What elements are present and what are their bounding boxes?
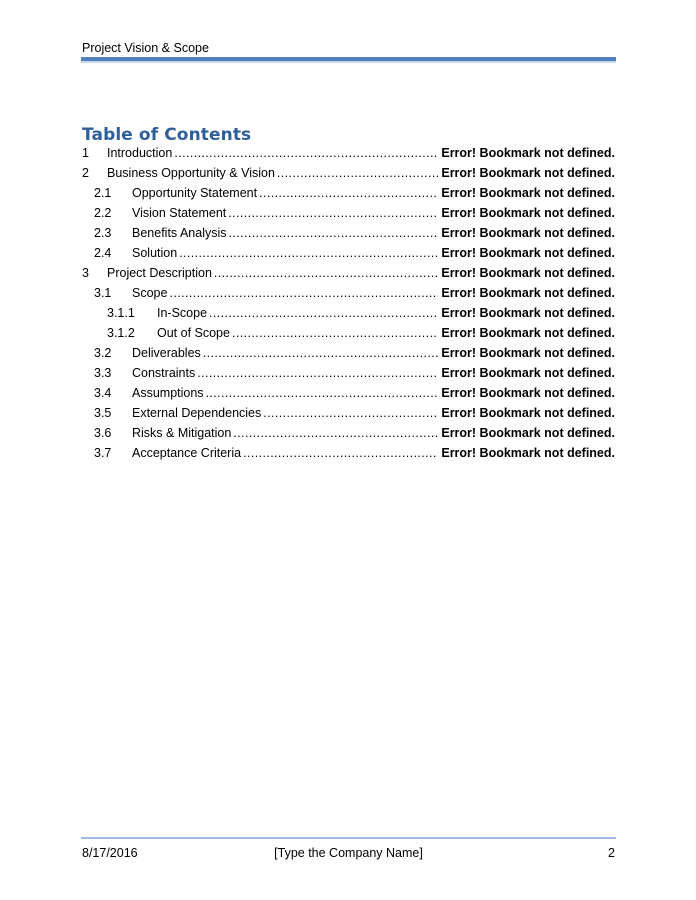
toc-entry[interactable] <box>82 425 615 445</box>
toc-entry[interactable] <box>82 265 615 285</box>
toc-entry-label: Opportunity Statement <box>132 186 258 200</box>
toc-entry-label: Project Description <box>107 266 212 280</box>
toc-entry-number: 2 <box>82 166 89 180</box>
toc-entry-page: Error! Bookmark not defined. <box>441 346 615 360</box>
toc-leader-dots <box>277 165 438 181</box>
toc-leader-dots <box>174 145 438 161</box>
toc-entry-label: Out of Scope <box>157 326 230 340</box>
toc-entry-number: 3.1.2 <box>107 326 135 340</box>
toc-entry[interactable] <box>82 305 615 325</box>
toc-entry-label: Acceptance Criteria <box>132 446 242 460</box>
toc-entry[interactable] <box>82 245 615 265</box>
footer-company-name[interactable]: [Type the Company Name] <box>274 846 423 860</box>
toc-entry-number: 3 <box>82 266 89 280</box>
toc-entry-page: Error! Bookmark not defined. <box>441 386 615 400</box>
toc-entry-number: 2.2 <box>94 206 112 220</box>
toc-entry-page: Error! Bookmark not defined. <box>441 186 615 200</box>
toc-entry-page: Error! Bookmark not defined. <box>441 246 615 260</box>
toc-entry[interactable] <box>82 385 615 405</box>
toc-entry-label: Scope <box>132 286 168 300</box>
toc-entry-number: 3.1 <box>94 286 112 300</box>
toc-entry-number: 3.4 <box>94 386 112 400</box>
toc-entry[interactable] <box>82 165 615 185</box>
toc-entry-number: 3.7 <box>94 446 112 460</box>
toc-entry-page: Error! Bookmark not defined. <box>441 286 615 300</box>
footer-rule <box>81 837 616 839</box>
toc-leader-dots <box>259 185 438 201</box>
footer-date: 8/17/2016 <box>82 846 138 860</box>
toc-entry-number: 2.3 <box>94 226 112 240</box>
toc-entry-number: 3.1.1 <box>107 306 135 320</box>
toc-leader-dots <box>169 285 438 301</box>
toc-entry-page: Error! Bookmark not defined. <box>441 206 615 220</box>
toc-entry-page: Error! Bookmark not defined. <box>441 306 615 320</box>
toc-entry-label: In-Scope <box>157 306 208 320</box>
toc-leader-dots <box>214 265 438 281</box>
header-rule-shadow <box>81 61 616 63</box>
toc-entry[interactable] <box>82 405 615 425</box>
toc-leader-dots <box>233 425 438 441</box>
toc-entry[interactable] <box>82 325 615 345</box>
toc-entry-page: Error! Bookmark not defined. <box>441 326 615 340</box>
toc-leader-dots <box>203 345 439 361</box>
toc-entry-label: Assumptions <box>132 386 204 400</box>
toc-entry-page: Error! Bookmark not defined. <box>441 406 615 420</box>
toc-leader-dots <box>206 385 439 401</box>
toc-leader-dots <box>209 305 438 321</box>
toc-leader-dots <box>197 365 438 381</box>
toc-entry-label: Introduction <box>107 146 173 160</box>
toc-entry-page: Error! Bookmark not defined. <box>441 426 615 440</box>
table-of-contents <box>82 145 615 465</box>
toc-entry[interactable] <box>82 145 615 165</box>
toc-entry[interactable] <box>82 285 615 305</box>
toc-leader-dots <box>232 325 438 341</box>
toc-leader-dots <box>229 225 439 241</box>
page-footer <box>82 846 615 860</box>
toc-entry[interactable] <box>82 205 615 225</box>
toc-entry-page: Error! Bookmark not defined. <box>441 166 615 180</box>
footer-page-number: 2 <box>608 846 615 860</box>
toc-entry-page: Error! Bookmark not defined. <box>441 226 615 240</box>
toc-entry[interactable] <box>82 225 615 245</box>
toc-entry-label: Risks & Mitigation <box>132 426 232 440</box>
toc-entry[interactable] <box>82 345 615 365</box>
toc-leader-dots <box>179 245 438 261</box>
toc-entry-number: 3.3 <box>94 366 112 380</box>
toc-entry-number: 3.6 <box>94 426 112 440</box>
toc-entry-number: 3.2 <box>94 346 112 360</box>
toc-entry-label: Benefits Analysis <box>132 226 227 240</box>
toc-leader-dots <box>243 445 438 461</box>
toc-entry-label: External Dependencies <box>132 406 262 420</box>
toc-leader-dots <box>228 205 438 221</box>
header-title: Project Vision & Scope <box>82 41 209 55</box>
toc-entry-number: 3.5 <box>94 406 112 420</box>
toc-entry-page: Error! Bookmark not defined. <box>441 266 615 280</box>
toc-entry-page: Error! Bookmark not defined. <box>441 366 615 380</box>
toc-entry-label: Solution <box>132 246 178 260</box>
toc-entry[interactable] <box>82 445 615 465</box>
toc-entry-number: 2.4 <box>94 246 112 260</box>
toc-entry-label: Constraints <box>132 366 196 380</box>
toc-entry-page: Error! Bookmark not defined. <box>441 446 615 460</box>
toc-entry[interactable] <box>82 185 615 205</box>
toc-entry-number: 1 <box>82 146 89 160</box>
toc-entry-label: Deliverables <box>132 346 201 360</box>
toc-leader-dots <box>263 405 438 421</box>
toc-entry-number: 2.1 <box>94 186 112 200</box>
toc-entry[interactable] <box>82 365 615 385</box>
toc-entry-label: Business Opportunity & Vision <box>107 166 275 180</box>
toc-entry-label: Vision Statement <box>132 206 227 220</box>
toc-title: Table of Contents <box>82 125 252 145</box>
toc-entry-page: Error! Bookmark not defined. <box>441 146 615 160</box>
